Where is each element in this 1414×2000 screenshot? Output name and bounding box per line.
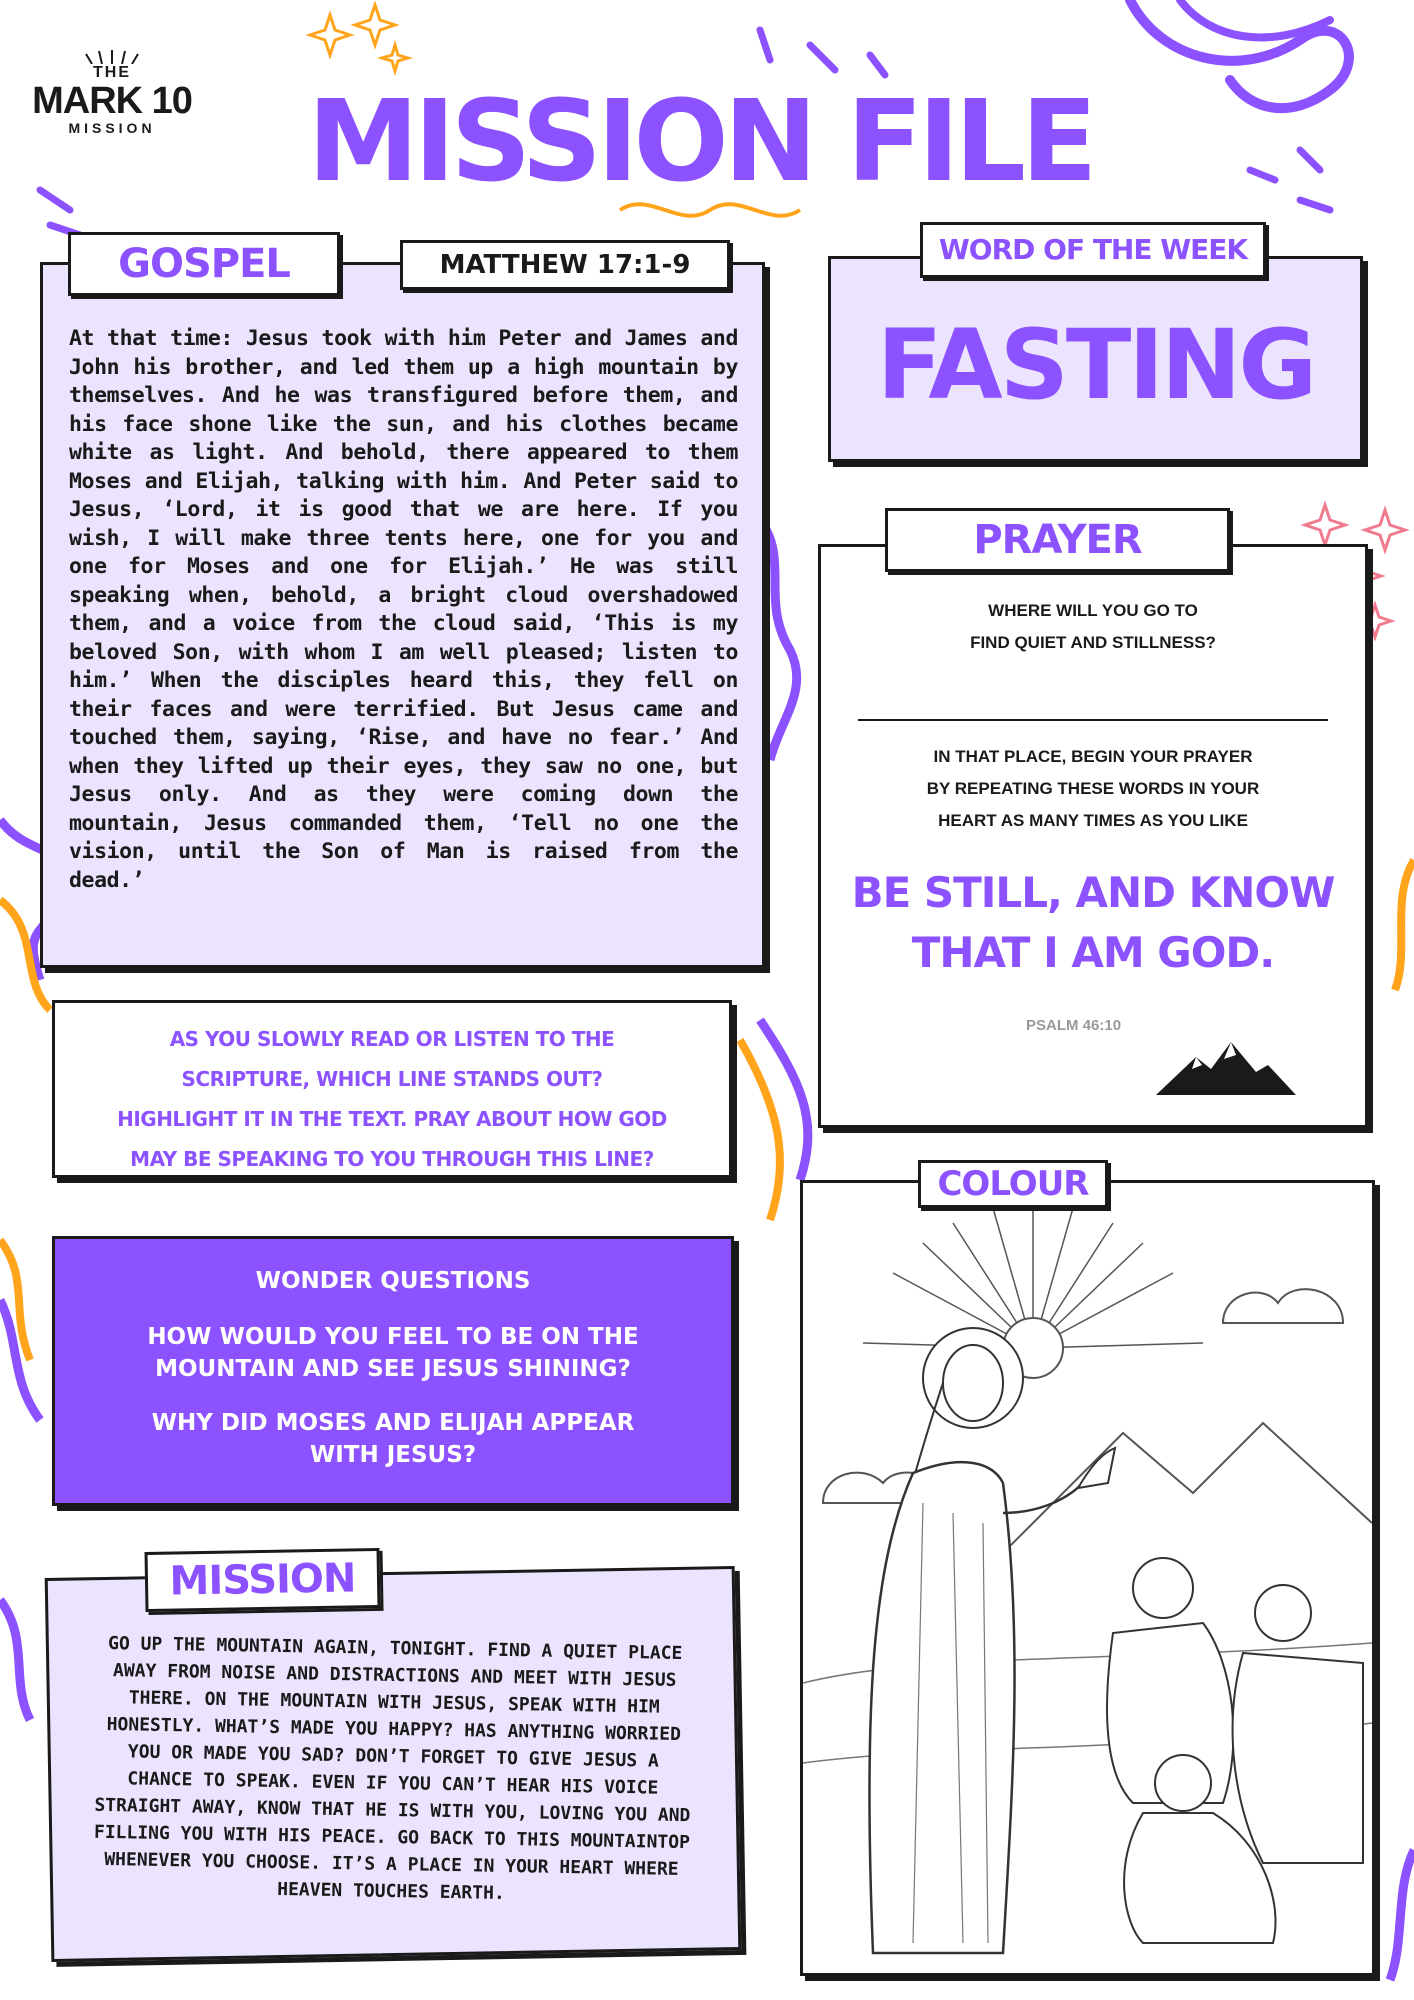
psalm-citation: PSALM 46:10 xyxy=(1026,1017,1122,1034)
gospel-text: At that time: Jesus took with him Peter and James and John his brother, and led them up a high mountain by themselves. And he was transfigured before them, and his face shone like the sun, and his clothes became white as light. And behold, there appeared to them Moses and Elijah, talking with him. And Peter said to Jesus, ‘Lord, it is good that we are here. If you wish, I will make three tents here, one for you and one for Moses and one for Elijah.’ He was still speaking when, behold, a bright cloud overshadowed them, and a voice from the cloud said, ‘This is my beloved Son, with whom I am well pleased; listen to him.’ When the disciples heard this, they fell on their faces and were terrified. But Jesus came and touched them, saying, ‘Rise, and have no fear.’ And when they lifted up their eyes, they saw no one, but Jesus only. And as they were coming down the mountain, Jesus commanded them, ‘Tell no one the vision, until the Son of Man is raised from the dead.’ xyxy=(69,326,738,893)
reflection-panel xyxy=(52,1000,732,1178)
verse-line-1: BE STILL, AND KNOW xyxy=(851,868,1335,917)
prayer-instruction-line-1: IN THAT PLACE, BEGIN YOUR PRAYER xyxy=(933,747,1253,766)
prayer-answer-line[interactable] xyxy=(858,719,1328,721)
word-of-week-tag: WORD OF THE WEEK xyxy=(920,222,1266,278)
wonder-q1-line2: MOUNTAIN AND SEE JESUS SHINING? xyxy=(155,1356,631,1382)
prayer-tag: PRAYER xyxy=(885,508,1230,572)
colour-panel xyxy=(800,1180,1375,1976)
logo-the: THE xyxy=(93,64,131,81)
word-of-week-panel xyxy=(828,256,1363,462)
prayer-question-line-1: WHERE WILL YOU GO TO xyxy=(988,601,1198,620)
prayer-question-line-2: FIND QUIET AND STILLNESS? xyxy=(970,633,1216,652)
page-title: MISSION FILE xyxy=(307,77,1093,207)
colour-tag: COLOUR xyxy=(918,1160,1108,1208)
prayer-instruction-line-3: HEART AS MANY TIMES AS YOU LIKE xyxy=(938,811,1248,830)
mission-panel xyxy=(45,1566,742,1962)
wonder-panel xyxy=(52,1236,734,1506)
transfiguration-coloring-illustration xyxy=(803,1183,1372,1973)
logo-mark10: MARK 10 xyxy=(32,80,192,122)
gospel-tag: GOSPEL xyxy=(68,232,340,296)
brand-logo xyxy=(22,50,202,136)
word-of-week: FASTING xyxy=(876,309,1315,421)
wonder-q2-line2: WITH JESUS? xyxy=(309,1442,477,1468)
prayer-panel xyxy=(818,544,1368,1128)
wonder-heading: WONDER QUESTIONS xyxy=(255,1268,531,1294)
prayer-instruction-line-2: BY REPEATING THESE WORDS IN YOUR xyxy=(926,779,1260,798)
reflection-line-2: SCRIPTURE, WHICH LINE STANDS OUT? xyxy=(181,1067,603,1091)
reflection-line-3: HIGHLIGHT IT IN THE TEXT. PRAY ABOUT HOW GOD xyxy=(117,1107,667,1131)
verse-line-2: THAT I AM GOD. xyxy=(911,928,1275,977)
sunburst-icon xyxy=(72,50,152,64)
mission-tag: MISSION xyxy=(144,1548,380,1612)
mission-text: GO UP THE MOUNTAIN AGAIN, TONIGHT. FIND A QUIET PLACE AWAY FROM NOISE AND DISTRACTIONS AND MEET WITH JESUS THERE. ON THE MOUNTAIN WITH JESUS, SPEAK WITH HIM HONESTLY. WHAT’S MADE YOU HAPPY? HAS ANYTHING WORRIED YOU OR MADE YOU SAD? DON’T FORGET TO GIVE JESUS A CHANCE TO SPEAK. EVEN IF YOU CAN’T HEAR HIS VOICE STRAIGHT AWAY, KNOW THAT HE IS WITH YOU, LOVING YOU AND FILLING YOU WITH HIS PEACE. GO BACK TO THIS MOUNTAINTOP WHENEVER YOU CHOOSE. IT’S A PLACE IN YOUR HEART WHERE HEAVEN TOUCHES EARTH. xyxy=(93,1633,691,1904)
wonder-q1-line1: HOW WOULD YOU FEEL TO BE ON THE xyxy=(147,1324,639,1350)
gospel-panel xyxy=(40,262,765,968)
reflection-line-1: AS YOU SLOWLY READ OR LISTEN TO THE xyxy=(169,1027,615,1051)
reflection-line-4: MAY BE SPEAKING TO YOU THROUGH THIS LINE? xyxy=(130,1147,654,1171)
logo-mission: MISSION xyxy=(68,120,156,136)
wonder-q2-line1: WHY DID MOSES AND ELIJAH APPEAR xyxy=(151,1410,635,1436)
scripture-reference: MATTHEW 17:1-9 xyxy=(400,240,730,290)
mountain-icon xyxy=(1156,1037,1296,1097)
